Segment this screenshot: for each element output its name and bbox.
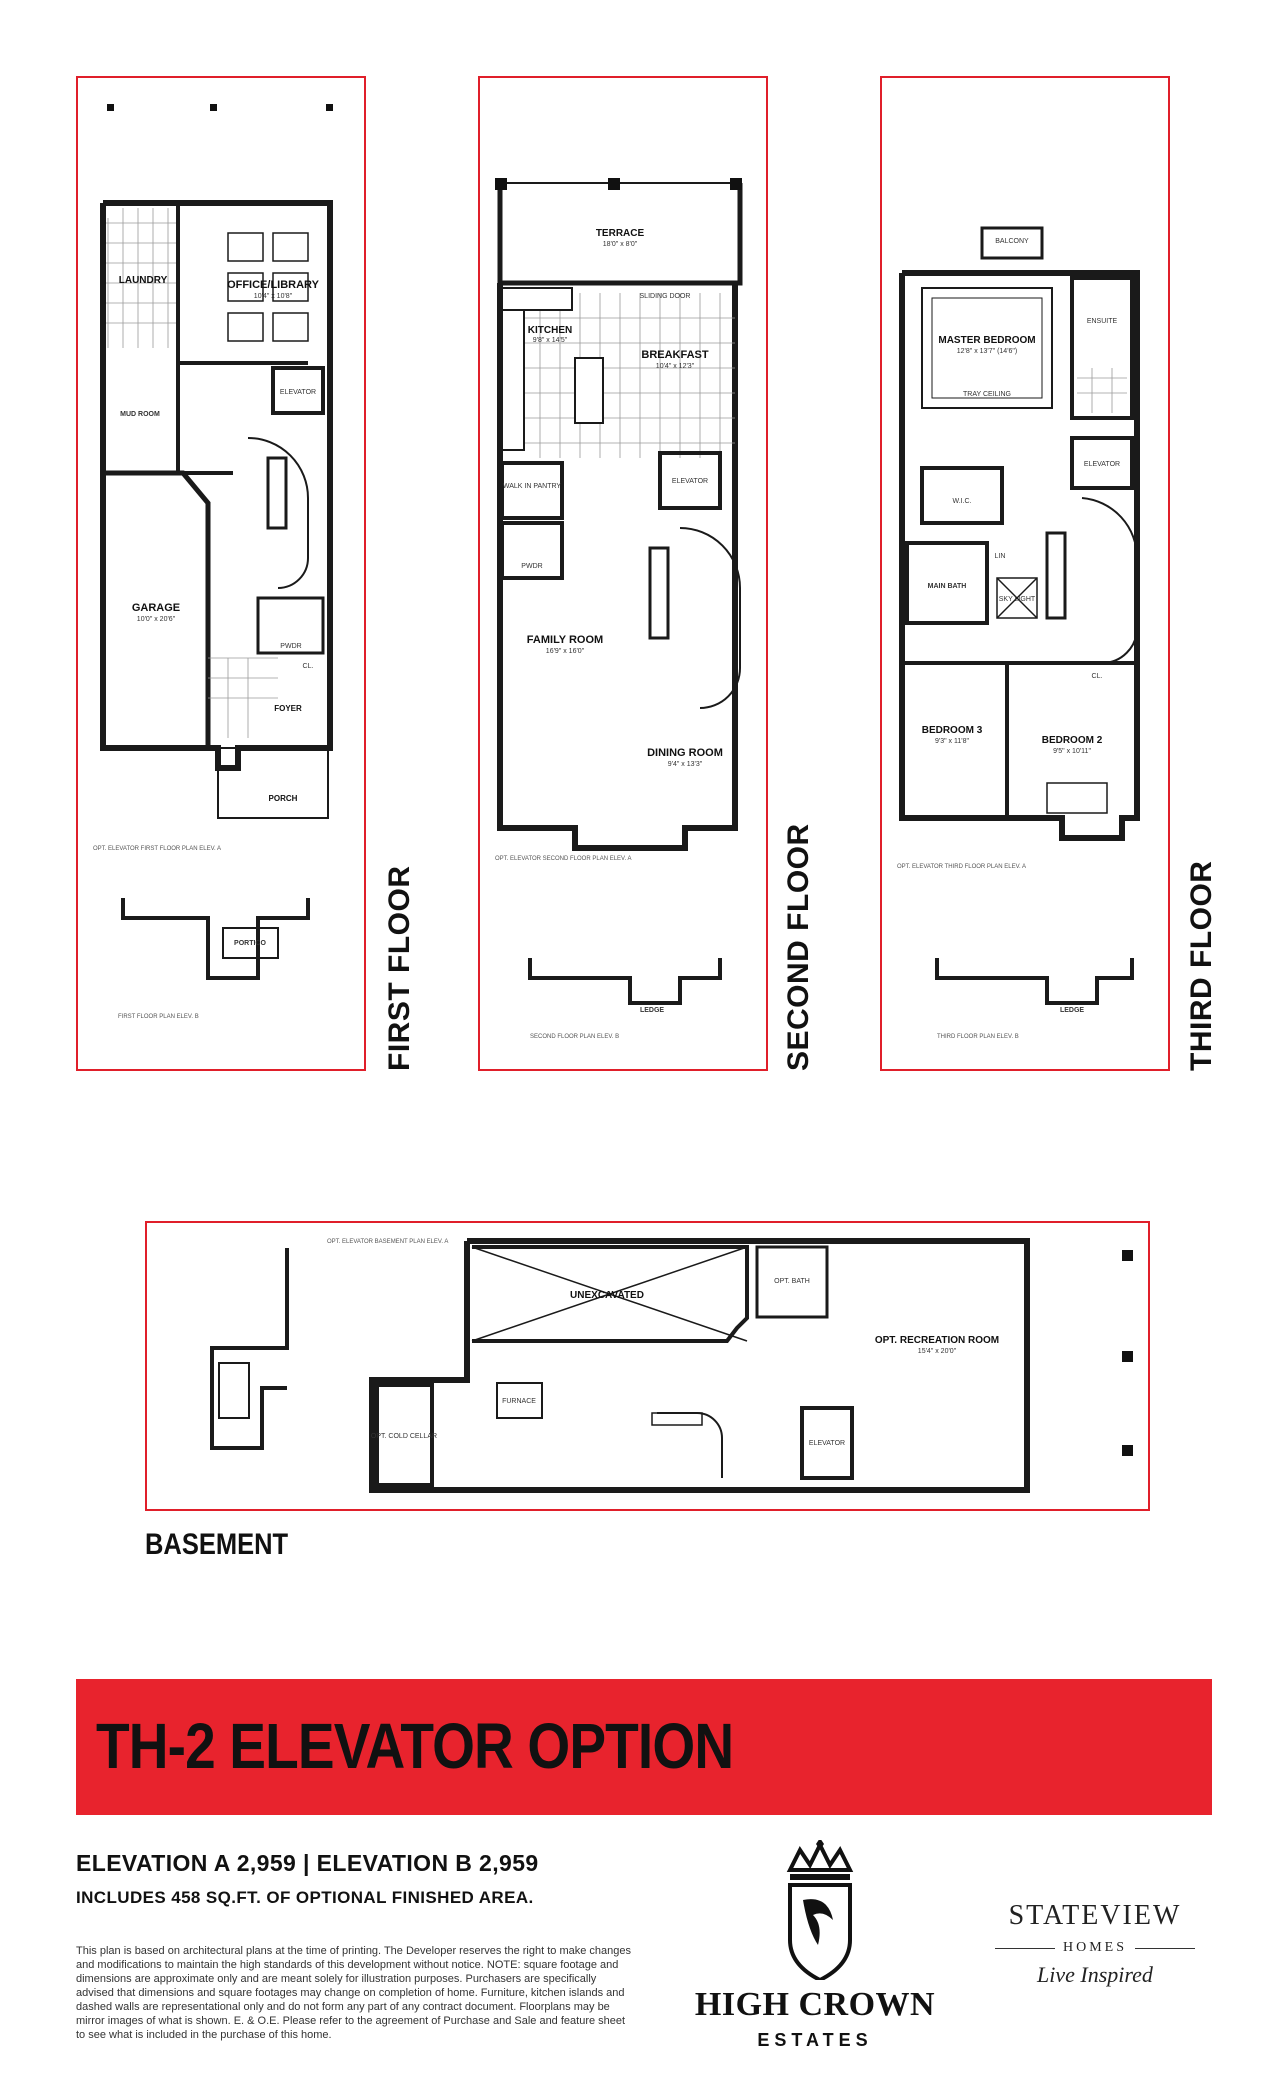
third-closet-label: CL. bbox=[1091, 673, 1103, 680]
garage-label: GARAGE bbox=[131, 602, 181, 614]
bedroom2-dim: 9'5" x 10'11" bbox=[1053, 748, 1091, 755]
family-room-label: FAMILY ROOM bbox=[526, 634, 604, 646]
powder-label: PWDR bbox=[280, 643, 302, 650]
office-label: OFFICE/LIBRARY bbox=[227, 279, 319, 291]
second-floor-title: SECOND FLOOR bbox=[782, 823, 815, 1071]
second-plan-note-b: SECOND FLOOR PLAN ELEV. B bbox=[530, 1034, 620, 1040]
second-ledge-label: LEDGE bbox=[639, 1007, 665, 1014]
first-plan-note-b: FIRST FLOOR PLAN ELEV. B bbox=[118, 1014, 199, 1020]
recreation-dim: 15'4" x 20'0" bbox=[917, 1348, 957, 1355]
kitchen-dim: 9'8" x 14'5" bbox=[532, 337, 568, 344]
porch-label: PORCH bbox=[268, 794, 298, 803]
laundry-label: LAUNDRY bbox=[118, 275, 168, 286]
stateview-homes: HOMES bbox=[1062, 1940, 1127, 1955]
second-elevator-label: ELEVATOR bbox=[671, 478, 709, 485]
first-closet-label: CL. bbox=[302, 663, 314, 670]
basement-title: BASEMENT bbox=[145, 1528, 289, 1561]
model-banner bbox=[76, 1679, 1212, 1815]
wic-label: W.I.C. bbox=[952, 498, 972, 505]
basement-plan-note: OPT. ELEVATOR BASEMENT PLAN ELEV. A bbox=[327, 1239, 449, 1245]
elevation-sqft: ELEVATION A 2,959 | ELEVATION B 2,959 bbox=[76, 1850, 539, 1876]
basement-plan bbox=[147, 1223, 1152, 1513]
bedroom3-label: BEDROOM 3 bbox=[921, 725, 983, 736]
breakfast-dim: 10'4" x 12'3" bbox=[655, 363, 695, 370]
portico-label: PORTICO bbox=[234, 940, 266, 947]
model-title: TH-2 ELEVATOR OPTION bbox=[96, 1710, 734, 1782]
mud-room-label: MUD ROOM bbox=[120, 411, 160, 418]
family-room-dim: 16'9" x 16'0" bbox=[545, 648, 585, 655]
tray-ceiling-label: TRAY CEILING bbox=[963, 391, 1011, 398]
third-floor-title: THIRD FLOOR bbox=[1185, 860, 1218, 1071]
basement-elevator-label: ELEVATOR bbox=[808, 1440, 846, 1447]
stateview-tagline: Live Inspired bbox=[1037, 1962, 1153, 1987]
skylight-label: SKY LIGHT bbox=[998, 596, 1036, 603]
second-plan-note: OPT. ELEVATOR SECOND FLOOR PLAN ELEV. A bbox=[495, 856, 632, 862]
high-crown-name: HIGH CROWN bbox=[694, 1986, 936, 2023]
garage-dim: 10'0" x 20'6" bbox=[136, 616, 176, 623]
master-bedroom-dim: 12'8" x 13'7" (14'6") bbox=[956, 348, 1018, 355]
basement-panel bbox=[145, 1221, 1150, 1511]
third-plan-note-b: THIRD FLOOR PLAN ELEV. B bbox=[937, 1034, 1019, 1040]
breakfast-label: BREAKFAST bbox=[641, 349, 709, 361]
bedroom3-dim: 9'3" x 11'8" bbox=[935, 738, 969, 745]
dining-room-dim: 9'4" x 13'3" bbox=[667, 761, 703, 768]
third-elevator-label: ELEVATOR bbox=[1083, 461, 1121, 468]
high-crown-crest-icon bbox=[785, 1840, 855, 1980]
main-bath-label: MAIN BATH bbox=[927, 583, 967, 590]
basement-bath-label: OPT. BATH bbox=[774, 1278, 810, 1285]
first-floor-plan bbox=[78, 78, 368, 1073]
terrace-label: TERRACE bbox=[595, 228, 645, 239]
sliding-door-label: SLIDING DOOR bbox=[639, 293, 691, 300]
cold-cellar-label: OPT. COLD CELLAR bbox=[370, 1433, 438, 1440]
recreation-label: OPT. RECREATION ROOM bbox=[874, 1335, 1000, 1346]
third-floor-panel bbox=[880, 76, 1170, 1071]
third-plan-note: OPT. ELEVATOR THIRD FLOOR PLAN ELEV. A bbox=[897, 864, 1027, 870]
optional-area-note: INCLUDES 458 SQ.FT. OF OPTIONAL FINISHED AREA. bbox=[76, 1888, 534, 1907]
second-floor-panel bbox=[478, 76, 768, 1071]
stateview-name: STATEVIEW bbox=[1008, 1900, 1182, 1931]
ensuite-label: ENSUITE bbox=[1086, 318, 1118, 325]
terrace-dim: 18'0" x 8'0" bbox=[602, 241, 638, 248]
second-floor-plan bbox=[480, 78, 770, 1073]
pantry-label: WALK IN PANTRY bbox=[502, 483, 562, 490]
disclaimer-text: This plan is based on architectural plans at the time of printing. The Developer reserves the right to make changes and modifications to maintain the high standards of this development without notice. NOTE: square footage and dimensions are approximate only and are meant solely for illustration purposes. Purchasers are specifically advised that dimensions and square footages may change on completion of home. Furniture, kitchen islands and dashed walls are representational only and do not form any part of any contract document. Floorplans may be mirror images of what is shown. E. & O.E. Please refer to the agreement of Purchase and Sale and feature sheet to see what is included in the purchase of this home. bbox=[76, 1945, 631, 2041]
third-floor-plan bbox=[882, 78, 1172, 1073]
furnace-label: FURNACE bbox=[502, 1398, 536, 1405]
master-bedroom-label: MASTER BEDROOM bbox=[938, 335, 1036, 346]
bedroom2-label: BEDROOM 2 bbox=[1041, 735, 1103, 746]
stateview-rule-right bbox=[1135, 1948, 1195, 1949]
dining-room-label: DINING ROOM bbox=[647, 747, 723, 759]
foyer-label: FOYER bbox=[274, 704, 302, 713]
balcony-label: BALCONY bbox=[995, 238, 1029, 245]
first-elevator-label: ELEVATOR bbox=[279, 389, 317, 396]
office-dim: 10'4" x 10'8" bbox=[253, 293, 293, 300]
third-ledge-label: LEDGE bbox=[1059, 1007, 1085, 1014]
first-floor-panel bbox=[76, 76, 366, 1071]
second-powder-label: PWDR bbox=[521, 563, 543, 570]
high-crown-sub: ESTATES bbox=[757, 2030, 873, 2050]
kitchen-label: KITCHEN bbox=[527, 325, 573, 336]
first-floor-title: FIRST FLOOR bbox=[383, 865, 416, 1071]
linen-label: LIN bbox=[994, 553, 1006, 560]
unexcavated-label: UNEXCAVATED bbox=[570, 1290, 644, 1301]
first-plan-note: OPT. ELEVATOR FIRST FLOOR PLAN ELEV. A bbox=[93, 846, 222, 852]
